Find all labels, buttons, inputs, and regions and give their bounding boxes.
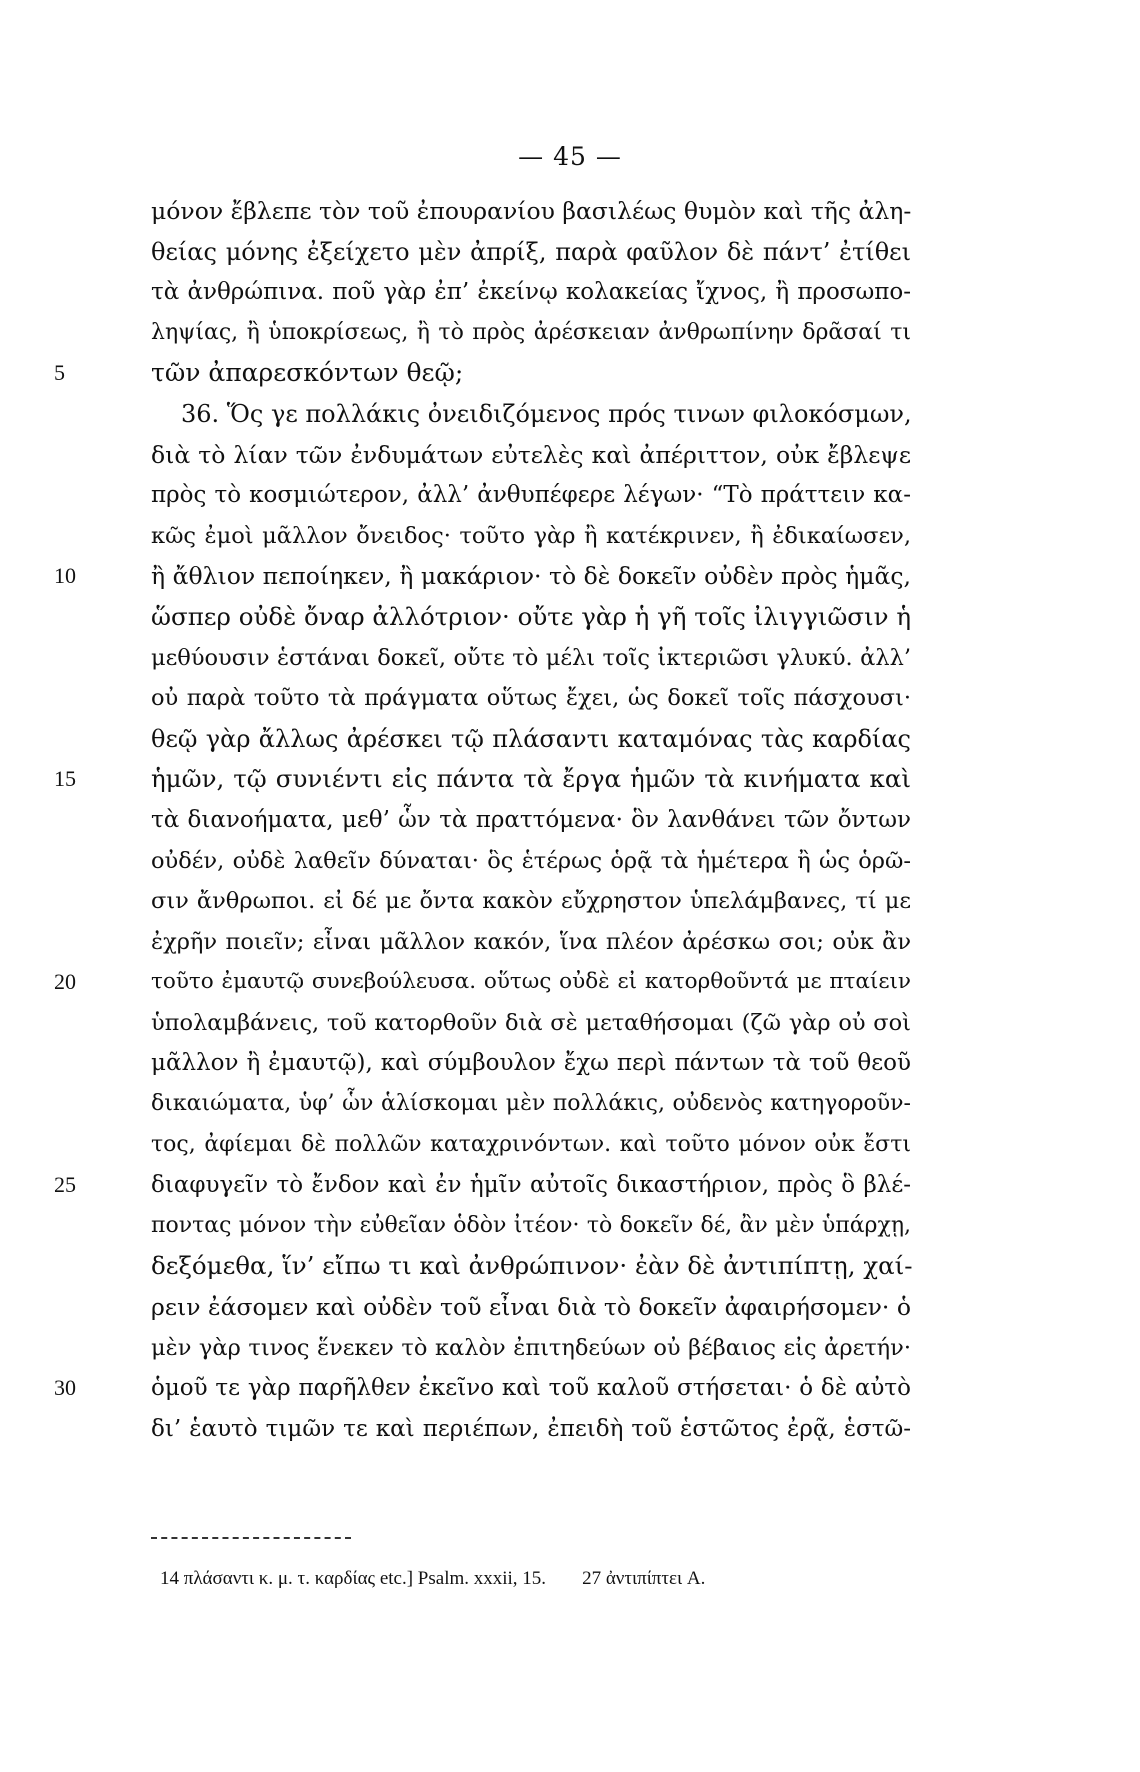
line-number: 20 <box>54 969 76 995</box>
line-text: οὐδέν, οὐδὲ λαθεῖν δύναται· ὃς ἑτέρως ὁρᾷ τὰ ἡμέτερα ἢ ὡς ὁρῶ- <box>151 847 911 874</box>
text-line <box>151 719 911 760</box>
text-line <box>151 1246 911 1287</box>
text-line <box>151 881 911 922</box>
line-text: ὑπολαμβάνεις, τοῦ κατορθοῦν διὰ σὲ μεταθήσομαι (ζῶ γὰρ οὐ σοὶ <box>151 1009 911 1036</box>
line-number: 10 <box>54 563 76 589</box>
line-text: διαφυγεῖν τὸ ἔνδον καὶ ἐν ἡμῖν αὐτοῖς δικαστήριον, πρὸς ὃ βλέ- <box>151 1172 911 1199</box>
line-text: τὰ ἀνθρώπινα. ποῦ γὰρ ἐπ’ ἐκείνῳ κολακείας ἴχνος, ἢ προσωπο- <box>151 279 911 306</box>
text-line <box>151 435 911 476</box>
line-text: ρειν ἐάσομεν καὶ οὐδὲν τοῦ εἶναι διὰ τὸ δοκεῖν ἀφαιρήσομεν· ὁ <box>151 1293 911 1322</box>
footnote-rule <box>151 1537 351 1539</box>
text-line <box>54 353 911 394</box>
line-text: ποντας μόνον τὴν εὐθεῖαν ὁδὸν ἰτέον· τὸ δοκεῖν δέ, ἂν μὲν ὑπάρχῃ, <box>151 1212 911 1238</box>
line-text: θείας μόνης ἐξείχετο μὲν ἀπρίξ, παρὰ φαῦλον δὲ πάντ’ ἐτίθει <box>151 237 911 266</box>
text-line <box>151 475 911 516</box>
line-text: τος, ἀφίεμαι δὲ πολλῶν καταχρινόντων. καὶ τοῦτο μόνον οὐκ ἔστι <box>151 1131 911 1157</box>
line-text: ἐχρῆν ποιεῖν; εἶναι μᾶλλον κακόν, ἵνα πλέον ἀρέσκω σοι; οὐκ ἂν <box>151 928 911 955</box>
footnotes <box>160 1568 900 1590</box>
line-text: τοῦτο ἐμαυτῷ συνεβούλευσα. οὕτως οὐδὲ εἰ κατορθοῦντά με πταίειν <box>151 969 911 995</box>
line-text: ἢ ἄθλιον πεποίηκεν, ἢ μακάριον· τὸ δὲ δοκεῖν οὐδὲν πρὸς ἡμᾶς, <box>151 562 911 591</box>
line-text: δικαιώματα, ὑφ’ ὧν ἁλίσκομαι μὲν πολλάκις, οὐδενὸς κατηγοροῦν- <box>151 1091 911 1117</box>
line-text: σιν ἄνθρωποι. εἰ δέ με ὄντα κακὸν εὔχρηστον ὑπελάμβανες, τί με <box>151 888 911 915</box>
text-line <box>54 1165 911 1206</box>
line-text: δι’ ἑαυτὸ τιμῶν τε καὶ περιέπων, ἐπειδὴ τοῦ ἑστῶτος ἐρᾷ, ἑστῶ- <box>151 1415 911 1442</box>
line-text: ἡμῶν, τῷ συνιέντι εἰς πάντα τὰ ἔργα ἡμῶν τὰ κινήματα καὶ <box>151 764 911 794</box>
text-line <box>151 1409 911 1450</box>
text-line <box>151 841 911 882</box>
text-line <box>151 1206 911 1247</box>
text-line <box>54 1368 911 1409</box>
line-number: 5 <box>54 360 65 386</box>
line-text: μόνον ἔβλεπε τὸν τοῦ ἐπουρανίου βασιλέως θυμὸν καὶ τῆς ἀλη- <box>151 197 912 225</box>
line-text: μᾶλλον ἢ ἐμαυτῷ), καὶ σύμβουλον ἔχω περὶ πάντων τὰ τοῦ θεοῦ <box>151 1050 911 1077</box>
text-line <box>151 1043 911 1084</box>
text-line <box>151 678 911 719</box>
text-line <box>54 556 911 597</box>
text-line <box>151 1084 911 1125</box>
text-line <box>151 1125 911 1166</box>
line-number: 15 <box>54 766 76 792</box>
main-text-block <box>54 191 913 1449</box>
line-text: διὰ τὸ λίαν τῶν ἐνδυμάτων εὐτελὲς καὶ ἀπέριττον, οὐκ ἔβλεψε <box>151 440 911 469</box>
footnote: 14 πλάσαντι κ. μ. τ. καρδίας etc.] Psalm. xxxii, 15. <box>160 1568 547 1589</box>
line-text: μεθύουσιν ἑστάναι δοκεῖ, οὔτε τὸ μέλι τοῖς ἰκτεριῶσι γλυκύ. ἀλλ’ <box>151 644 911 671</box>
text-line <box>151 638 911 679</box>
line-text: ὁμοῦ τε γὰρ παρῆλθεν ἐκεῖνο καὶ τοῦ καλοῦ στήσεται· ὁ δὲ αὐτὸ <box>151 1375 911 1402</box>
line-text: μὲν γὰρ τινος ἕνεκεν τὸ καλὸν ἐπιτηδεύων οὐ βέβαιος εἰς ἀρετήν· <box>151 1334 911 1361</box>
text-line <box>151 191 911 232</box>
line-number: 25 <box>54 1172 76 1198</box>
line-text: πρὸς τὸ κοσμιώτερον, ἀλλ’ ἀνθυπέφερε λέγων· “Τὸ πράττειν κα- <box>151 482 911 509</box>
line-text: κῶς ἐμοὶ μᾶλλον ὄνειδος· τοῦτο γὰρ ἢ κατέκρινεν, ἢ ἐδικαίωσεν, <box>151 522 911 549</box>
text-line <box>151 394 911 435</box>
text-line <box>151 1003 911 1044</box>
text-line <box>151 800 911 841</box>
line-number: 30 <box>54 1375 76 1401</box>
line-text: ὥσπερ οὐδὲ ὄναρ ἀλλότριον· οὔτε γὰρ ἡ γῆ τοῖς ἰλιγγιῶσιν ἡ <box>151 601 911 631</box>
text-line <box>151 922 911 963</box>
text-line <box>151 1287 911 1328</box>
line-text: τῶν ἀπαρεσκόντων θεῷ; <box>151 358 464 388</box>
text-line <box>151 313 911 354</box>
line-text: οὐ παρὰ τοῦτο τὰ πράγματα οὕτως ἔχει, ὡς δοκεῖ τοῖς πάσχουσι· <box>151 685 911 712</box>
text-line <box>151 1328 911 1369</box>
line-text: θεῷ γὰρ ἄλλως ἀρέσκει τῷ πλάσαντι καταμόνας τὰς καρδίας <box>151 724 911 753</box>
text-line <box>151 597 911 638</box>
page-number-header: — 45 — <box>518 142 622 171</box>
text-line <box>54 759 911 800</box>
text-line <box>151 272 911 313</box>
text-line <box>151 516 911 557</box>
line-text: 36. Ὅς γε πολλάκις ὀνειδιζόμενος πρός τινων φιλοκόσμων, <box>181 399 912 428</box>
line-text: τὰ διανοήματα, μεθ’ ὧν τὰ πραττόμενα· ὃν λανθάνει τῶν ὄντων <box>151 806 911 833</box>
text-line <box>151 232 911 273</box>
line-text: δεξόμεθα, ἵν’ εἴπω τι καὶ ἀνθρώπινον· ἐὰν δὲ ἀντιπίπτῃ, χαί- <box>151 1251 913 1281</box>
footnote: 27 ἀντιπίπτει A. <box>582 1568 706 1589</box>
text-line <box>54 962 911 1003</box>
line-text: ληψίας, ἢ ὑποκρίσεως, ἢ τὸ πρὸς ἀρέσκειαν ἀνθρωπίνην δρᾶσαί τι <box>151 319 911 345</box>
